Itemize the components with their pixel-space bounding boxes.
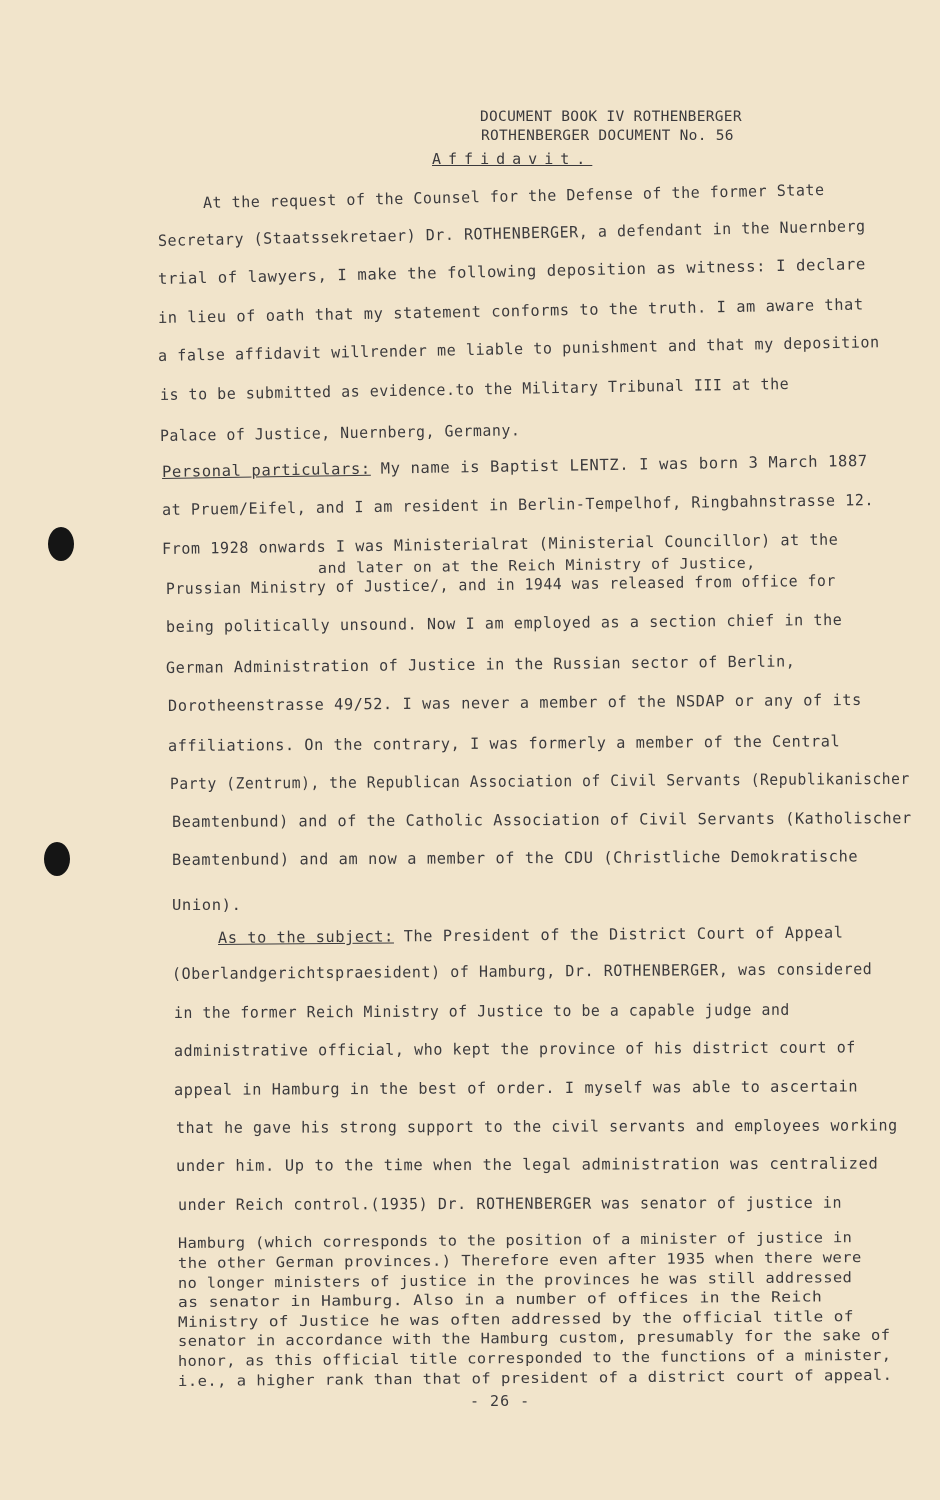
text-line	[178, 1230, 852, 1252]
line-text: under Reich control.(1935) Dr. ROTHENBERGER was senator of justice in	[177, 1193, 843, 1214]
text-line	[178, 1194, 842, 1214]
line-text: Hamburg (which corresponds to the position of a minister of justice in	[177, 1230, 853, 1252]
line-text: Secretary (Staatssekretaer) Dr. ROTHENBERGER, a defendant in the Nuernberg	[157, 217, 866, 250]
line-text: is to be submitted as evidence.to the Military Tribunal III at the	[159, 375, 790, 404]
line-text: Beamtenbund) and am now a member of the CDU (Christliche Demokratische	[171, 847, 859, 869]
text-line	[178, 1348, 892, 1370]
page-number: - 26 -	[470, 1392, 531, 1410]
line-text: affiliations. On the contrary, I was formerly a member of the Central	[167, 732, 841, 755]
text-line	[172, 809, 912, 831]
line-text: The President of the District Court of Appeal	[393, 923, 844, 946]
line-text: in the former Reich Ministry of Justice to be a capable judge and	[173, 1000, 790, 1022]
text-line	[168, 732, 840, 755]
line-text: as senator in Hamburg. Also in a number of offices in the Reich	[177, 1289, 823, 1311]
text-line	[178, 1289, 822, 1311]
text-line	[172, 847, 858, 869]
line-text: Prussian Ministry of Justice/, and in 1944 was released from office for	[165, 571, 836, 598]
text-line	[158, 333, 880, 365]
text-line	[166, 572, 836, 598]
text-line	[176, 1155, 878, 1175]
text-line	[178, 1309, 854, 1331]
line-text: that he gave his strong support to the civil servants and employees working	[175, 1116, 898, 1137]
line-text: i.e., a higher rank than that of president of a district court of appeal.	[177, 1367, 893, 1390]
text-line	[172, 896, 242, 914]
text-line	[178, 1250, 862, 1272]
text-line	[160, 421, 521, 445]
line-text: being politically unsound. Now I am employed as a section chief in the	[165, 610, 843, 636]
punch-hole	[44, 842, 70, 876]
line-text: (Oberlandgerichtspraesident) of Hamburg, Dr. ROTHENBERGER, was considered	[171, 960, 873, 983]
line-text: My name is Baptist LENTZ. I was born 3 March 1887	[370, 451, 868, 478]
text-line	[162, 531, 839, 558]
line-text: Union).	[172, 896, 242, 914]
text-line	[158, 217, 866, 250]
punch-hole	[48, 527, 74, 561]
line-text: From 1928 onwards I was Ministerialrat (Ministerial Councillor) at the	[161, 530, 839, 558]
line-text: Palace of Justice, Nuernberg, Germany.	[159, 421, 521, 445]
text-line	[174, 1001, 790, 1022]
section-heading: As to the subject:	[217, 927, 394, 947]
line-text: the other German provinces.) Therefore even after 1935 when there were	[177, 1250, 862, 1272]
text-line	[218, 924, 844, 947]
line-text: administrative official, who kept the province of his district court of	[173, 1038, 856, 1060]
text-line	[158, 295, 864, 327]
line-text: German Administration of Justice in the Russian sector of Berlin,	[165, 652, 796, 677]
document-header	[480, 108, 742, 146]
line-text: under him. Up to the time when the legal administration was centralized	[175, 1154, 879, 1175]
text-line	[178, 1328, 891, 1350]
text-line	[174, 1077, 858, 1099]
line-text: at Pruem/Eifel, and I am resident in Berlin-Tempelhof, Ringbahnstrasse 12.	[161, 491, 875, 519]
line-text: Ministry of Justice he was often addressed by the official title of	[177, 1309, 854, 1331]
text-line	[178, 1368, 893, 1390]
text-line	[162, 452, 868, 481]
section-heading: Personal particulars:	[161, 459, 371, 481]
text-line	[203, 181, 825, 212]
line-text: appeal in Hamburg in the best of order. I myself was able to ascertain	[173, 1077, 859, 1099]
text-line	[166, 611, 843, 636]
line-text: in lieu of oath that my statement conforms to the truth. I am aware that	[157, 295, 864, 327]
interlineation: and later on at the Reich Ministry of Justice,	[317, 555, 756, 577]
document-number-line: ROTHENBERGER DOCUMENT No. 56	[481, 128, 734, 144]
line-text: Dorotheenstrasse 49/52. I was never a member of the NSDAP or any of its	[167, 690, 862, 715]
text-line	[168, 691, 862, 715]
text-line	[174, 1038, 856, 1060]
affidavit-title: Affidavit.	[432, 150, 593, 168]
text-line	[176, 1116, 898, 1137]
line-text: Beamtenbund) and of the Catholic Association of Civil Servants (Katholischer	[171, 809, 912, 831]
text-line	[178, 1270, 852, 1292]
line-text: honor, as this official title corresponded to the functions of a minister,	[177, 1347, 892, 1370]
text-line	[158, 255, 866, 288]
text-line	[170, 770, 910, 793]
line-text: no longer ministers of justice in the provinces he was still addressed	[177, 1270, 853, 1292]
line-text: senator in accordance with the Hamburg custom, presumably for the sake of	[177, 1327, 891, 1350]
line-text: trial of lawyers, I make the following deposition as witness: I declare	[157, 255, 867, 288]
text-line	[172, 960, 872, 983]
line-text: a false affidavit willrender me liable to punishment and that my deposition	[157, 333, 880, 365]
text-line	[160, 375, 789, 404]
text-line	[162, 491, 874, 519]
line-text: At the request of the Counsel for the Defense of the former State	[202, 180, 825, 212]
document-book-line: DOCUMENT BOOK IV ROTHENBERGER	[480, 109, 742, 125]
text-line	[166, 652, 796, 677]
line-text: Party (Zentrum), the Republican Association of Civil Servants (Republikanischer	[169, 769, 910, 793]
